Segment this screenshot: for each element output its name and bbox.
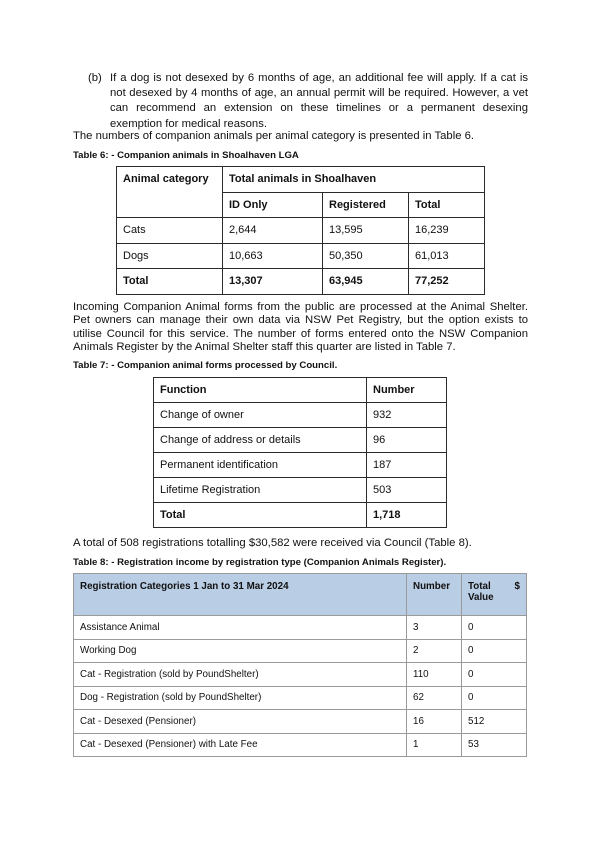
cell-id-only: 2,644 bbox=[223, 218, 323, 244]
cell-value: 53 bbox=[462, 733, 527, 757]
cell-number: 16 bbox=[407, 710, 462, 734]
cell-number: 1 bbox=[407, 733, 462, 757]
table-row bbox=[154, 453, 447, 478]
cell-category: Working Dog bbox=[74, 639, 407, 663]
table7-caption: Table 7: - Companion animal forms processed by Council. bbox=[73, 360, 338, 371]
cell-function: Lifetime Registration bbox=[154, 478, 367, 503]
header-id-only: ID Only bbox=[223, 192, 323, 218]
cell-value: 0 bbox=[462, 616, 527, 640]
header-total-value-label: Total Value bbox=[468, 581, 494, 603]
cell-registered: 63,945 bbox=[323, 269, 409, 295]
cell-value: 0 bbox=[462, 639, 527, 663]
cell-category: Assistance Animal bbox=[74, 616, 407, 640]
cell-category: Dog - Registration (sold by PoundShelter) bbox=[74, 686, 407, 710]
registration-income-table bbox=[73, 573, 527, 757]
cell-number: 932 bbox=[367, 403, 447, 428]
table-row bbox=[117, 218, 485, 244]
header-registered: Registered bbox=[323, 192, 409, 218]
table8-caption: Table 8: - Registration income by registration type (Companion Animals Register). bbox=[73, 557, 447, 568]
currency-symbol: $ bbox=[514, 581, 520, 592]
cell-value: 512 bbox=[462, 710, 527, 734]
header-number: Number bbox=[367, 378, 447, 403]
cell-number: 3 bbox=[407, 616, 462, 640]
cell-category: Cat - Desexed (Pensioner) bbox=[74, 710, 407, 734]
cell-id-only: 13,307 bbox=[223, 269, 323, 295]
table-row bbox=[154, 478, 447, 503]
cell-number: 96 bbox=[367, 428, 447, 453]
table-row bbox=[74, 639, 527, 663]
cell-number: 1,718 bbox=[367, 503, 447, 528]
header-total: Total bbox=[409, 192, 485, 218]
cell-function: Change of address or details bbox=[154, 428, 367, 453]
cell-id-only: 10,663 bbox=[223, 243, 323, 269]
cell-category: Dogs bbox=[117, 243, 223, 269]
header-number: Number bbox=[407, 574, 462, 616]
intro-paragraph-table7: Incoming Companion Animal forms from the public are processed at the Animal Shelter. Pet owners can manage their own data via NSW Pet Registry, but the option exists to utilise Council for this service. The number of forms entered onto the NSW Companion Animals Register by the Animal Shelter staff this quarter are listed in Table 7. bbox=[73, 301, 528, 354]
table-row bbox=[74, 733, 527, 757]
list-item-text: If a dog is not desexed by 6 months of age, an additional fee will apply. If a cat is not desexed by 4 months of age, an annual permit will be required. However, a vet can recommend an extension on these timelines or a permanent desexing exemption for medical reasons. bbox=[110, 72, 528, 130]
cell-value: 0 bbox=[462, 686, 527, 710]
cell-function: Change of owner bbox=[154, 403, 367, 428]
cell-number: 62 bbox=[407, 686, 462, 710]
header-total-value bbox=[462, 574, 527, 616]
cell-number: 187 bbox=[367, 453, 447, 478]
intro-paragraph-table6: The numbers of companion animals per animal category is presented in Table 6. bbox=[73, 130, 475, 142]
intro-paragraph-table8: A total of 508 registrations totalling $30,582 were received via Council (Table 8). bbox=[73, 537, 472, 549]
table-row bbox=[154, 428, 447, 453]
table-row bbox=[154, 403, 447, 428]
cell-total: 61,013 bbox=[409, 243, 485, 269]
cell-value: 0 bbox=[462, 663, 527, 687]
table-row bbox=[74, 663, 527, 687]
table6-caption: Table 6: - Companion animals in Shoalhaven LGA bbox=[73, 150, 299, 161]
cell-total: 77,252 bbox=[409, 269, 485, 295]
cell-number: 2 bbox=[407, 639, 462, 663]
table-row bbox=[74, 616, 527, 640]
companion-animals-table bbox=[116, 166, 485, 295]
cell-number: 503 bbox=[367, 478, 447, 503]
table-row bbox=[74, 710, 527, 734]
header-registration-categories: Registration Categories 1 Jan to 31 Mar 2024 bbox=[74, 574, 407, 616]
cell-number: 110 bbox=[407, 663, 462, 687]
list-marker: (b) bbox=[88, 72, 102, 84]
cell-category: Cat - Desexed (Pensioner) with Late Fee bbox=[74, 733, 407, 757]
cell-function: Permanent identification bbox=[154, 453, 367, 478]
list-item-b bbox=[88, 71, 528, 132]
cell-category: Total bbox=[117, 269, 223, 295]
cell-total: 16,239 bbox=[409, 218, 485, 244]
table-total-row bbox=[117, 269, 485, 295]
cell-registered: 13,595 bbox=[323, 218, 409, 244]
table-row bbox=[74, 686, 527, 710]
cell-category: Cats bbox=[117, 218, 223, 244]
table-total-row bbox=[154, 503, 447, 528]
table-row bbox=[117, 243, 485, 269]
cell-registered: 50,350 bbox=[323, 243, 409, 269]
forms-processed-table bbox=[153, 377, 447, 528]
header-function: Function bbox=[154, 378, 367, 403]
header-animal-category: Animal category bbox=[117, 167, 223, 218]
header-total-animals: Total animals in Shoalhaven bbox=[223, 167, 485, 193]
cell-category: Cat - Registration (sold by PoundShelter) bbox=[74, 663, 407, 687]
cell-function: Total bbox=[154, 503, 367, 528]
